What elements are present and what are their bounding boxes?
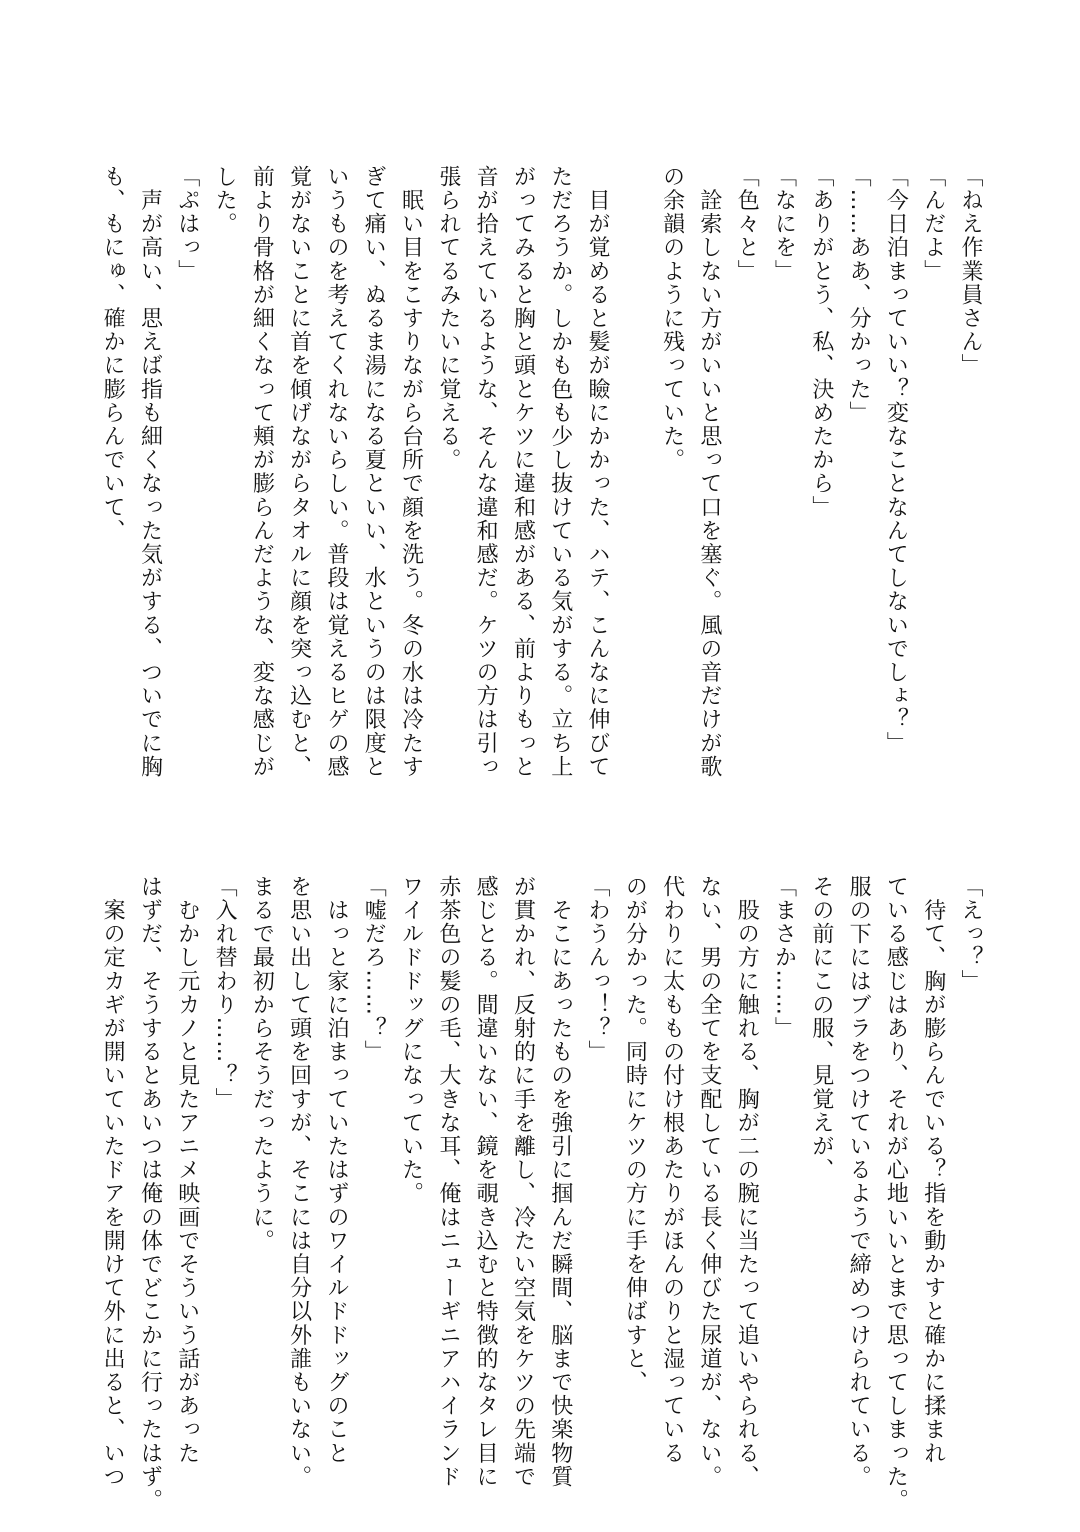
text-column: 「ありがとう、私、決めたから」 [808,165,834,519]
text-column: 「んだよ」 [920,165,946,283]
text-column: いうものを考えてくれないらしい。普段は覚えるヒゲの感 [323,165,349,779]
text-column: 待て、胸が膨らんでいる？指を動かすと確かに揉まれ [920,875,946,1465]
text-column: 音が拾えているような、そんな違和感だ。ケツの方は引っ [473,165,499,779]
text-column: 代わりに太ももの付け根あたりがほんのりと湿っている [659,875,685,1465]
text-column: ただろうか。しかも色も少し抜けている気がする。立ち上 [547,165,573,779]
text-column: はずだ、そうするとあいつは俺の体でどこかに行ったはず。 [137,875,163,1513]
text-column: 声が高い、思えば指も細くなった気がする、ついでに胸 [137,165,163,779]
bottom-text-block [94,875,989,1515]
text-column: 覚がないことに首を傾げながらタオルに顔を突っ込むと、 [286,165,312,779]
text-column: 「まさか……」 [771,875,797,1041]
text-column: 感じとる。間違いない、鏡を覗き込むと特徴的なタレ目に [473,875,499,1489]
text-column: のが分かった。同時にケツの方に手を伸ばすと、 [622,875,648,1395]
text-column: 眠い目をこすりながら台所で顔を洗う。冬の水は冷たす [398,165,424,779]
text-column: 張られてるみたいに覚える。 [435,165,461,472]
text-column: がってみると胸と頭とケツに違和感がある、前よりもっと [510,165,536,779]
text-column: ない、男の全てを支配している長く伸びた尿道が、ない。 [696,875,722,1489]
text-column: 「……ああ、分かった」 [846,165,872,425]
text-column: ている感じはあり、それが心地いいとまで思ってしまった。 [883,875,909,1513]
text-column: はっと家に泊まっていたはずのワイルドドッグのこと [323,875,349,1465]
text-column: 前より骨格が細くなって頬が膨らんだような、変な感じが [249,165,275,779]
text-column: 「今日泊まっていい？変なことなんてしないでしょ？」 [883,165,909,755]
top-text-block [94,165,989,779]
text-column: が貫かれ、反射的に手を離し、冷たい空気をケツの先端で [510,875,536,1489]
text-column: 「ねえ作業員さん」 [958,165,983,378]
text-column: 「嘘だろ……？」 [361,875,387,1064]
text-column: むかし元カノと見たアニメ映画でそういう話があった [174,875,200,1465]
text-column: まるで最初からそうだったように。 [249,875,275,1253]
text-column: 赤茶色の髪の毛、大きな耳、俺はニューギニアハイランド [435,875,461,1489]
text-column: 「わうんっ！？」 [585,875,611,1064]
text-column: 「色々と」 [734,165,760,283]
text-column: 「入れ替わり……？」 [212,875,238,1111]
text-column: 「なにを」 [771,165,797,283]
text-column: の余韻のように残っていた。 [659,165,685,472]
text-column: 「ぷはっ」 [174,165,200,283]
text-column: も、もにゅ、確かに膨らんでいて、 [100,165,126,543]
text-column: その前にこの服、見覚えが、 [808,875,834,1182]
text-column: 股の方に触れる、胸が二の腕に当たって追いやられる、 [734,875,760,1489]
text-column: 「えっ？」 [958,875,983,993]
text-column: ぎて痛い、ぬるま湯になる夏といい、水というのは限度と [361,165,387,779]
text-column: を思い出して頭を回すが、そこには自分以外誰もいない。 [286,875,312,1489]
text-column: そこにあったものを強引に掴んだ瞬間、脳まで快楽物質 [547,875,573,1489]
text-column: 服の下にはブラをつけているようで締めつけられている。 [846,875,872,1489]
text-column [616,165,653,775]
text-column: 目が覚めると髪が瞼にかかった、ハテ、こんなに伸びて [585,165,611,779]
text-column: した。 [212,165,238,236]
text-column: 詮索しない方がいいと思って口を塞ぐ。風の音だけが歌 [696,165,722,779]
text-column: 案の定カギが開いていたドアを開けて外に出ると、いつ [100,875,126,1489]
text-column: ワイルドドッグになっていた。 [398,875,424,1206]
